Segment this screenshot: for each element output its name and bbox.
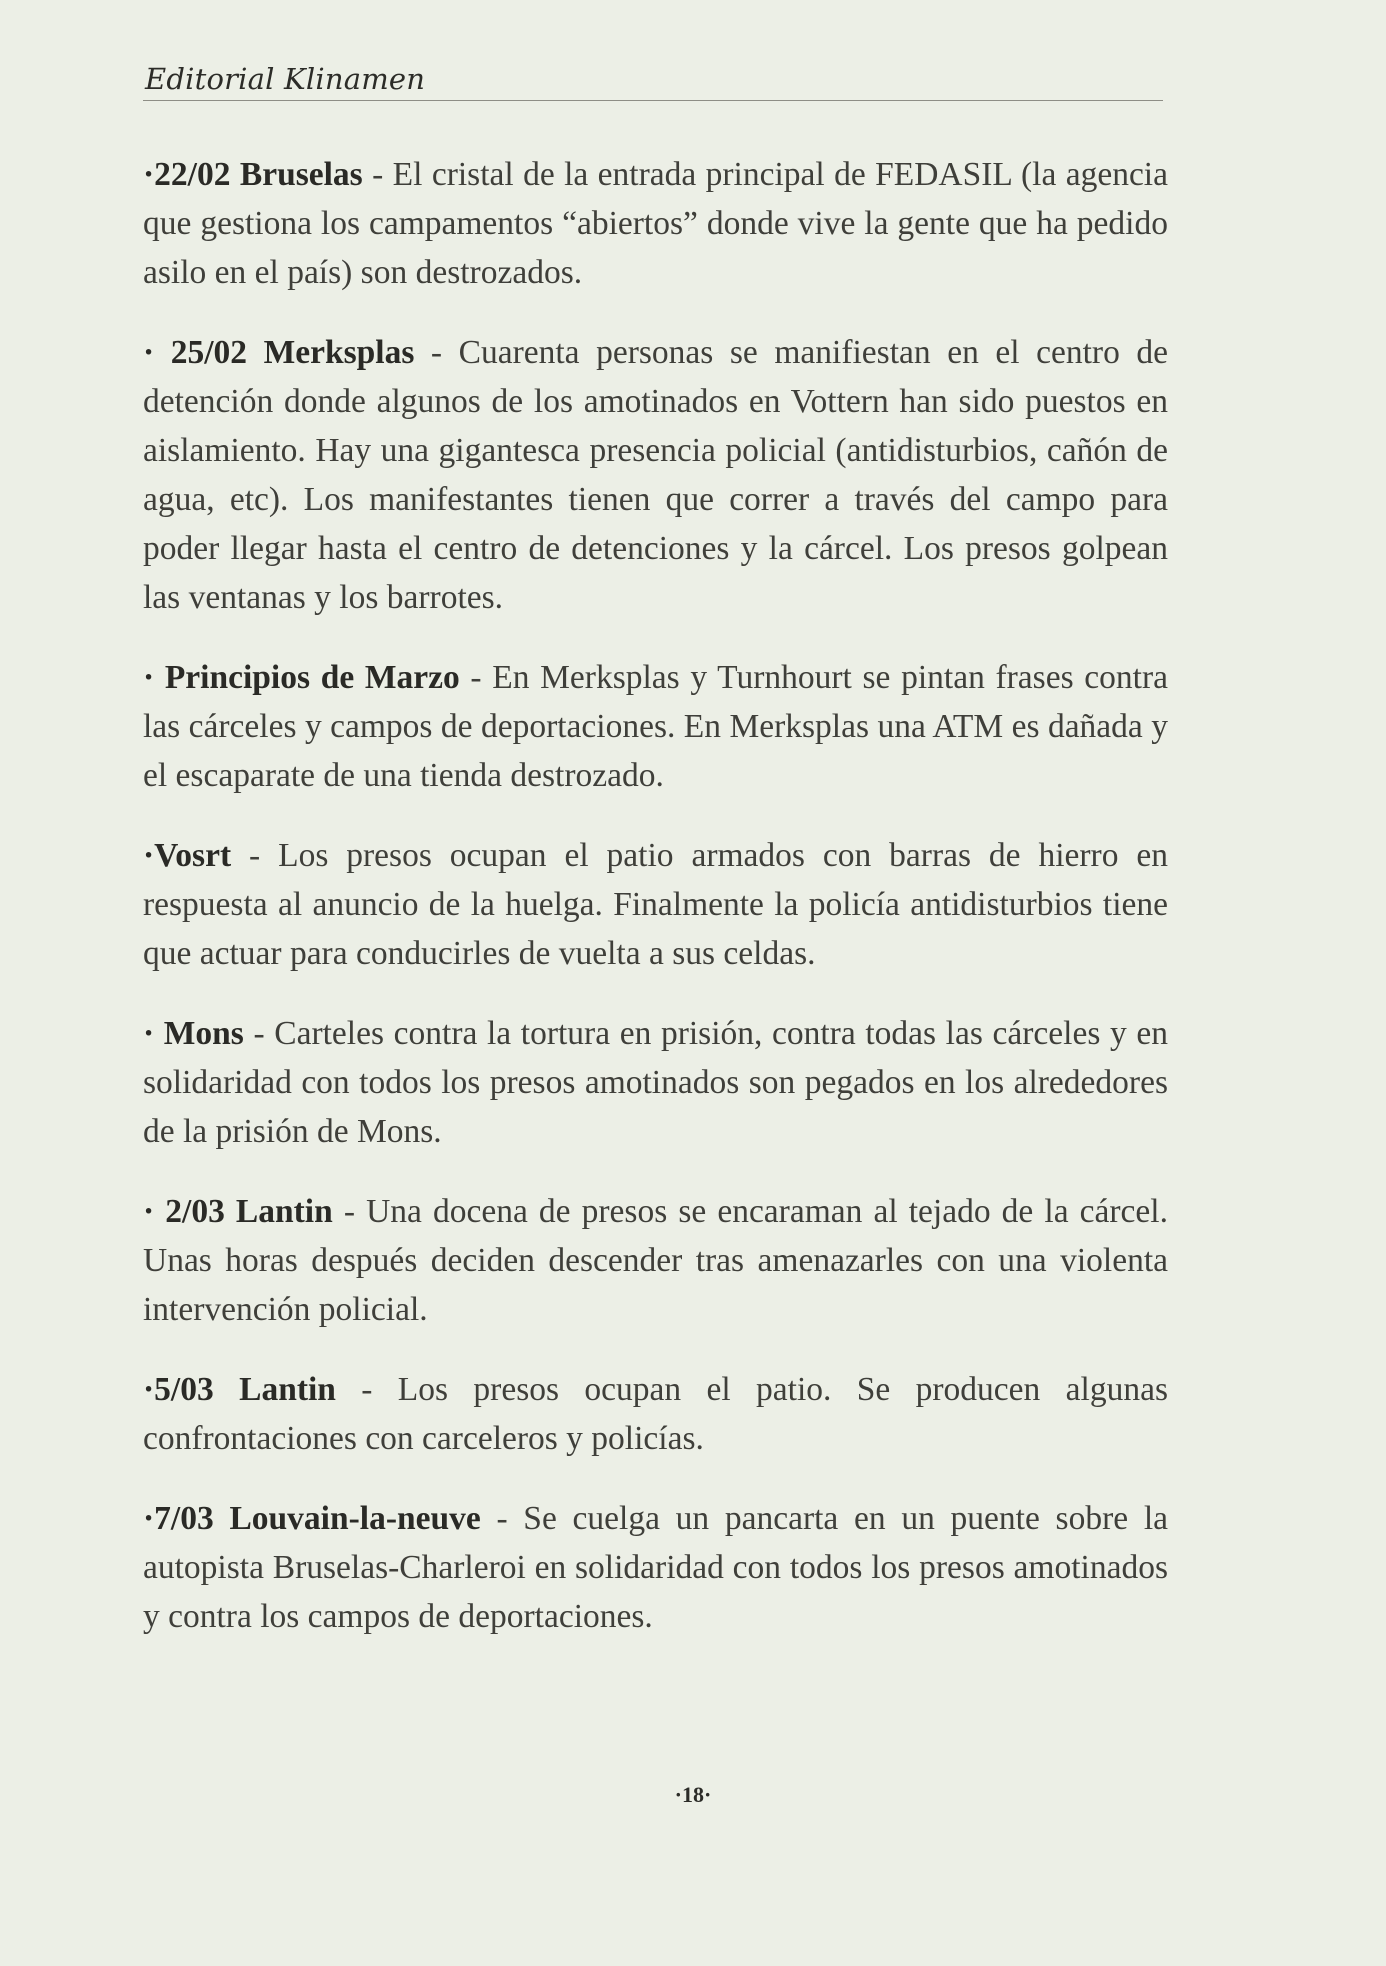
page-header (143, 60, 1163, 101)
chronology-entry (143, 1187, 1168, 1334)
entry-heading: ·7/03 Louvain-la-neuve (143, 1500, 481, 1537)
chronology-list (143, 150, 1168, 1672)
entry-heading: · Mons (143, 1015, 244, 1052)
entry-text: - Los presos ocupan el patio armados con barras de hierro en respuesta al anuncio de la huelga. Finalmente la policía antidisturbios tiene que actuar para conducirles de vuelta a sus celdas. (143, 837, 1168, 972)
chronology-entry (143, 1365, 1168, 1463)
entry-heading: ·5/03 Lantin (143, 1371, 336, 1408)
chronology-entry (143, 328, 1168, 622)
chronology-entry (143, 150, 1168, 297)
entry-text: - En Merksplas y Turnhourt se pintan frases contra las cárceles y campos de deportaciones. En Merksplas una ATM es dañada y el escaparate de una tienda destrozado. (143, 659, 1168, 794)
chronology-entry (143, 1009, 1168, 1156)
entry-text: - Una docena de presos se encaraman al tejado de la cárcel. Unas horas después deciden descender tras amenazarles con una violenta intervención policial. (143, 1193, 1168, 1328)
entry-text: - Cuarenta personas se manifiestan en el centro de detención donde algunos de los amotinados en Vottern han sido puestos en aislamiento. Hay una gigantesca presencia policial (antidisturbios, cañón de agua, etc). Los manifestantes tienen que correr a través del campo para poder llegar hasta el centro de detenciones y la cárcel. Los presos golpean las ventanas y los barrotes. (143, 334, 1168, 616)
entry-heading: · 2/03 Lantin (143, 1193, 333, 1230)
entry-heading: · 25/02 Merksplas (143, 334, 415, 371)
publisher-title: Editorial Klinamen (145, 62, 426, 96)
entry-text: - El cristal de la entrada principal de FEDASIL (la agencia que gestiona los campamentos “abiertos” donde vive la gente que ha pedido asilo en el país) son destrozados. (143, 156, 1168, 291)
entry-heading: · Principios de Marzo (143, 659, 460, 696)
chronology-entry (143, 653, 1168, 800)
entry-heading: ·Vosrt (143, 837, 232, 874)
chronology-entry (143, 1494, 1168, 1641)
entry-text: - Se cuelga un pancarta en un puente sobre la autopista Bruselas-Charleroi en solidaridad con todos los presos amotinados y contra los campos de deportaciones. (143, 1500, 1168, 1635)
entry-heading: ·22/02 Bruselas (143, 156, 363, 193)
entry-text: - Carteles contra la tortura en prisión, contra todas las cárceles y en solidaridad con todos los presos amotinados son pegados en los alrededores de la prisión de Mons. (143, 1015, 1168, 1150)
chronology-entry (143, 831, 1168, 978)
page-number: ·18· (674, 1782, 712, 1807)
entry-text: - Los presos ocupan el patio. Se producen algunas confrontaciones con carceleros y policías. (143, 1371, 1168, 1457)
